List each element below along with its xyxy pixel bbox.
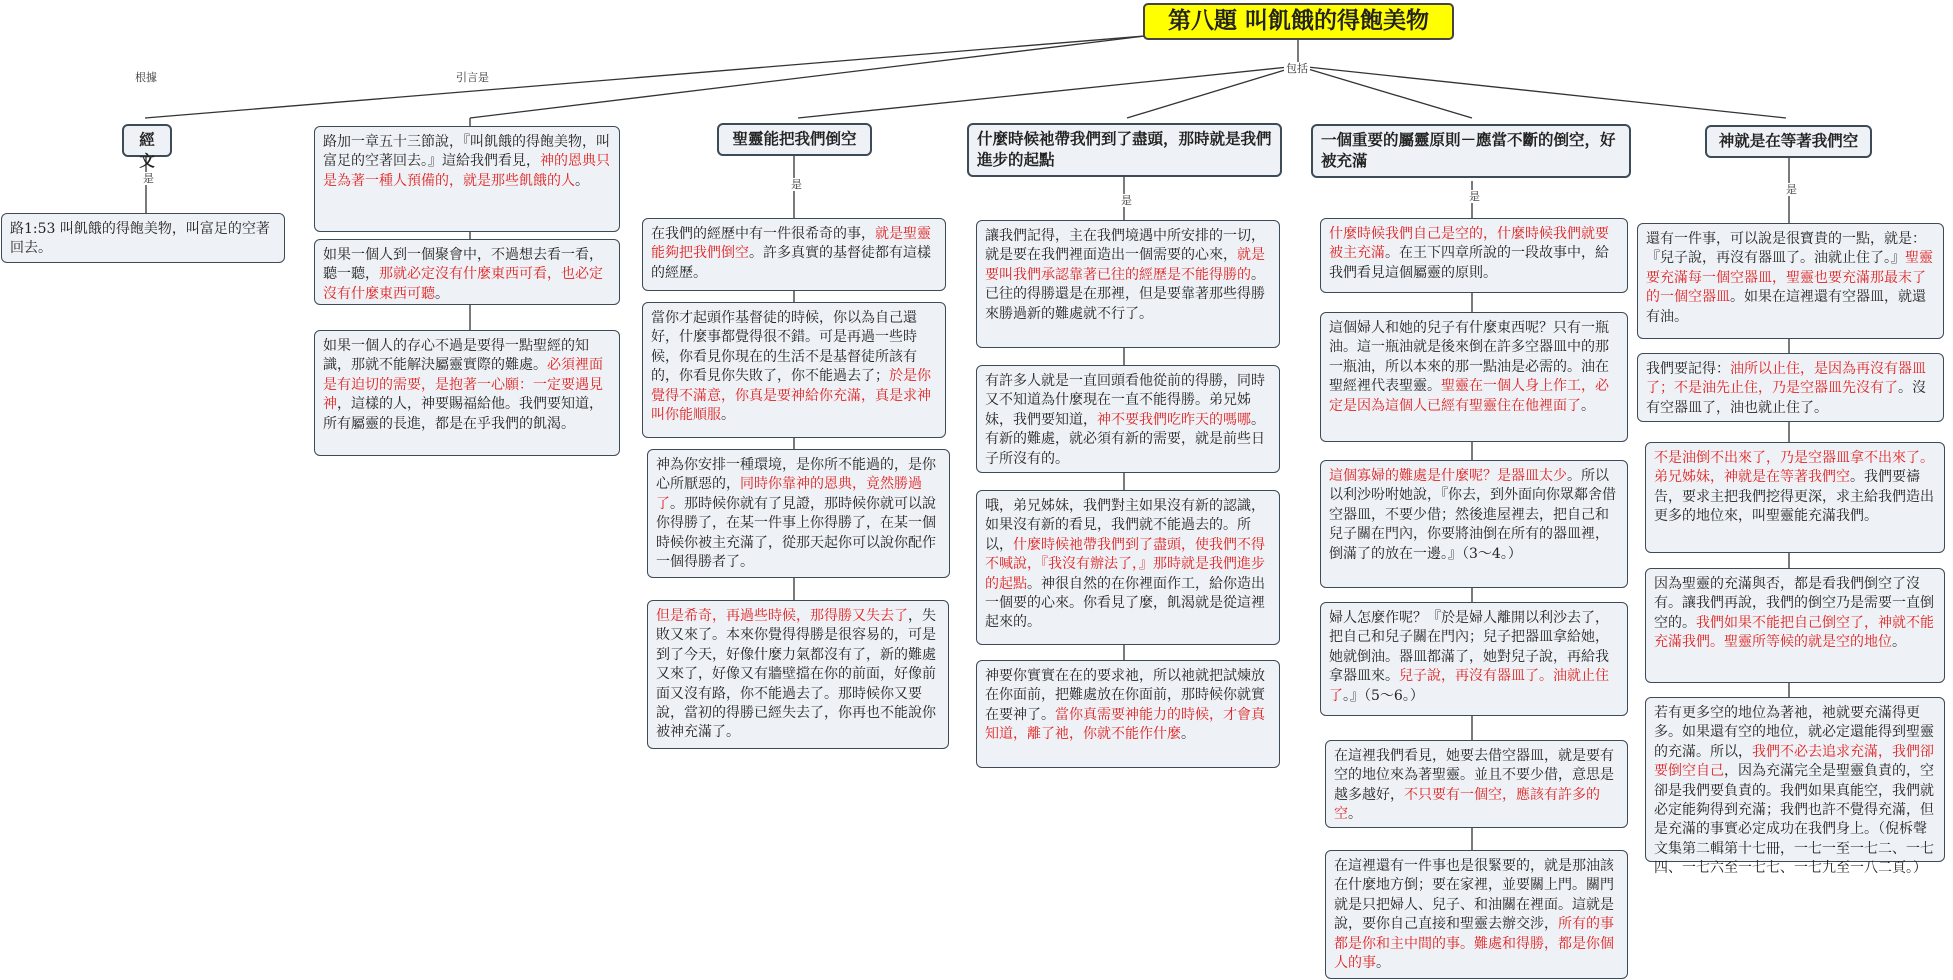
content-box-emptying bbox=[642, 302, 946, 438]
content-box-god-waits bbox=[1645, 442, 1945, 553]
body-text: 在我們的經歷中有一件很希奇的事， bbox=[651, 226, 875, 242]
body-text: 若有更多空的地位為著祂，祂就要充滿得更多。如果還有空的地位，就必定還能得到聖靈的充滿。所以， bbox=[1654, 705, 1934, 760]
body-text: 。許多真實的基督徒都有這樣的經歷。 bbox=[651, 245, 931, 281]
link-label-is: 是 bbox=[1469, 190, 1480, 203]
branch-header-end-is-start: 什麼時候祂帶我們到了盡頭，那時就是我們進步的起點 bbox=[967, 123, 1282, 177]
content-box-intro bbox=[314, 330, 620, 456]
body-text: ，失敗又來了。本來你覺得得勝是很容易的，可是到了今天，好像什麼力氣都沒有了，新的難處又來了，好像又有牆壁擋在你的前面，好像前面又沒有路，你不能過去了。那時候你又要說，當初的得勝已經失去了，你再也不能說你被神充滿了。 bbox=[656, 608, 936, 741]
content-box-emptying bbox=[647, 449, 950, 578]
content-box-emptying bbox=[642, 218, 946, 291]
body-text: 這個婦人和她的兒子有什麼東西呢？只有一瓶油。這一瓶油就是後來倒在許多空器皿中的那一瓶油，所以本來的那一點油是必需的。油在聖經裡代表聖靈。 bbox=[1329, 320, 1609, 395]
highlight-text: 不只要有一個空，應該有許多的空 bbox=[1334, 786, 1600, 823]
link-include-b6 bbox=[1298, 66, 1786, 118]
link-root-intro bbox=[470, 36, 1145, 118]
content-box-god-waits bbox=[1637, 353, 1944, 422]
content-box-god-waits bbox=[1637, 223, 1944, 339]
content-box-intro bbox=[314, 126, 620, 232]
link-include-b3 bbox=[798, 66, 1298, 118]
link-label-is: 是 bbox=[143, 172, 154, 185]
body-text: 。 bbox=[721, 407, 735, 424]
branch-header-principle: 一個重要的屬靈原則－應當不斷的倒空，好被充滿 bbox=[1311, 124, 1631, 178]
body-text: 在這裡我們看見，她要去借空器皿，就是要有空的地位來為著聖靈。並且不要少借，意思是越多越好， bbox=[1334, 748, 1614, 803]
highlight-text: 就是聖靈能夠把我們倒空 bbox=[651, 226, 931, 262]
body-text: 。如果在這裡還有空器皿，就還有油。 bbox=[1646, 289, 1926, 325]
body-text: 哦，弟兄姊妹，我們對主如果沒有新的認識，如果沒有新的看見，我們就不能過去的。所以， bbox=[985, 498, 1265, 553]
body-text: 婦人怎麼作呢？『於是婦人離開以利沙去了，把自己和兒子關在門內；兒子把器皿拿給她，她就倒油。器皿都滿了，她對兒子說，再給我拿器皿來。 bbox=[1329, 610, 1609, 685]
link-include-b5 bbox=[1298, 66, 1472, 118]
highlight-text: 神不要我們吃昨天的嗎哪 bbox=[1097, 411, 1251, 428]
link-label-intro: 引言是 bbox=[456, 71, 489, 84]
body-text: 當你才起頭作基督徒的時候，你以為自己還好，什麼事都覺得很不錯。可是再過一些時候，你看見你現在的生活不是基督徒所該有的，你看見你失敗了，你不能過去了； bbox=[651, 310, 917, 385]
highlight-text: 必須裡面是有迫切的需要，是抱著一心願：一定要遇見神 bbox=[323, 357, 603, 413]
content-box-principle bbox=[1325, 850, 1628, 979]
content-box-end-is-start bbox=[976, 490, 1280, 645]
link-label-is: 是 bbox=[1121, 194, 1132, 207]
body-text: 路1:53 叫飢餓的得飽美物，叫富足的空著回去。 bbox=[10, 221, 270, 257]
body-text: 讓我們記得，主在我們境遇中所安排的一切，就是要在我們裡面造出一個需要的心來， bbox=[985, 228, 1265, 264]
body-text: 在這裡還有一件事也是很緊要的，就是那油該在什麼地方倒；要在家裡，並要關上門。關門就是只把婦人、兒子、和油關在裡面。這就是說，要你自己直接和聖靈去辦交涉， bbox=[1334, 858, 1614, 933]
body-text: 。 bbox=[575, 172, 589, 189]
body-text: 。那時候你就有了見證，那時候你就可以說你得勝了，在某一件事上你得勝了，在某一個時候你被主充滿了，從那天起你可以說你配作一個得勝者了。 bbox=[656, 495, 936, 571]
body-text: 。 bbox=[1181, 726, 1195, 743]
body-text: 神要你實實在在的要求祂，所以祂就把試煉放在你面前，把難處放在你面前，那時候你就實在要神了。 bbox=[985, 668, 1265, 723]
body-text: 。我們要禱告，要求主把我們挖得更深，求主給我們造出更多的地位來，叫聖靈能充滿我們。 bbox=[1654, 469, 1934, 525]
highlight-text: 但是希奇，再過些時候，那得勝又失去了 bbox=[656, 608, 908, 624]
body-text: 神為你安排一種環境，是你所不能過的，是你心所厭惡的， bbox=[656, 457, 936, 493]
content-box-principle bbox=[1325, 740, 1628, 828]
content-box-end-is-start bbox=[976, 660, 1280, 768]
highlight-text: 聖靈在一個人身上作工，必定是因為這個人已經有聖靈住在他裡面了 bbox=[1329, 378, 1609, 414]
link-include-b4 bbox=[1127, 66, 1298, 118]
highlight-text: 聖靈要充滿每一個空器皿，聖靈也要充滿那最末了的一個空器皿 bbox=[1646, 250, 1933, 306]
body-text: 。神很自然的在你裡面作工，給你造出一個要的心來。你看見了麼，飢渴就是從這裡起來的。 bbox=[985, 575, 1265, 631]
content-box-principle bbox=[1320, 602, 1628, 716]
body-text: 。』（5～6。） bbox=[1343, 687, 1424, 704]
highlight-text: 我們不必去追求充滿，我們卻要倒空自己 bbox=[1654, 743, 1934, 780]
body-text: 。 bbox=[1348, 806, 1362, 823]
branch-header-emptying: 聖靈能把我們倒空 bbox=[717, 123, 872, 156]
highlight-text: 所有的事都是你和主中間的事。難處和得勝，都是你個人的事 bbox=[1334, 916, 1614, 972]
highlight-text: 就是要叫我們承認靠著已往的經歷是不能得勝的 bbox=[985, 247, 1265, 283]
body-text: 。 bbox=[1581, 397, 1595, 414]
highlight-text: 當你真需要神能力的時候，才會真知道，離了祂，你就不能作什麼 bbox=[985, 706, 1265, 743]
highlight-text: 同時你靠神的恩典，竟然勝過了 bbox=[656, 476, 922, 512]
body-text: 如果一個人的存心不過是要得一點聖經的知識，那就不能解決屬靈實際的難處。 bbox=[323, 338, 589, 374]
highlight-text: 什麼時候我們自己是空的，什麼時候我們就要被主充滿 bbox=[1329, 226, 1609, 262]
link-label-is: 是 bbox=[1786, 183, 1797, 196]
body-text: 。 bbox=[1376, 955, 1390, 972]
content-box-god-waits bbox=[1645, 568, 1945, 683]
link-root-scripture bbox=[145, 36, 1145, 118]
body-text: 因為聖靈的充滿與否，都是看我們倒空了沒有。讓我們再說，我們的倒空乃是需要一直倒空的。 bbox=[1654, 576, 1934, 631]
highlight-text: 神的恩典只是為著一種人預備的，就是那些飢餓的人 bbox=[323, 153, 610, 189]
content-box-end-is-start bbox=[976, 365, 1280, 473]
highlight-text: 我們如果不能把自己倒空了，神就不能充滿我們。聖靈所等候的就是空的地位 bbox=[1654, 614, 1934, 651]
highlight-text: 油所以止住，是因為再沒有器皿了；不是油先止住，乃是空器皿先沒有了 bbox=[1646, 361, 1926, 397]
body-text: 。有新的難處，就必須有新的需要，就是前些日子所沒有的。 bbox=[985, 411, 1265, 467]
body-text: 。沒有空器皿了，油也就止住了。 bbox=[1646, 380, 1926, 416]
content-box-god-waits bbox=[1645, 697, 1945, 877]
body-text: 有許多人就是一直回頭看他從前的得勝，同時又不知道為什麼現在一直不能得勝。弟兄姊妹，我們要知道， bbox=[985, 373, 1265, 428]
branch-header-god-waits: 神就是在等著我們空 bbox=[1705, 125, 1872, 158]
body-text: 。 bbox=[1892, 634, 1906, 651]
highlight-text: 什麼時候祂帶我們到了盡頭，使我們不得不喊說，『我沒有辦法了，』那時就是我們進步的起點 bbox=[985, 536, 1265, 592]
content-box-principle bbox=[1320, 218, 1628, 293]
link-label-basis: 根據 bbox=[135, 71, 157, 84]
highlight-text: 於是你覺得不滿意，你真是要神給你充滿，真是求神叫你能順服 bbox=[651, 368, 931, 424]
link-label-is: 是 bbox=[791, 178, 802, 191]
content-box-principle bbox=[1320, 312, 1628, 442]
body-text: 。 bbox=[435, 285, 449, 302]
body-text: 。在王下四章所說的一段故事中，給我們看見這個屬靈的原則。 bbox=[1329, 245, 1609, 281]
body-text: 。所以以利沙吩咐她說，『你去，到外面向你眾鄰舍借空器皿，不要少借；然後進屋裡去，把自己和兒子關在門內，你要將油倒在所有的器皿裡，倒滿了的放在一邊。』（3～4。） bbox=[1329, 468, 1616, 562]
body-text: 還有一件事，可以說是很寶貴的一點，就是：『兒子說，再沒有器皿了。油就止住了。』 bbox=[1646, 231, 1926, 267]
branch-header-scripture: 經文 bbox=[122, 124, 172, 157]
body-text: 。已往的得勝還是在那裡，但是要靠著那些得勝來勝過新的難處就不行了。 bbox=[985, 266, 1265, 322]
body-text: 如果一個人到一個聚會中，不過想去看一看，聽一聽， bbox=[323, 247, 603, 283]
content-box-emptying bbox=[647, 600, 949, 749]
link-label-include: 包括 bbox=[1286, 62, 1308, 75]
map-title: 第八題 叫飢餓的得飽美物 bbox=[1143, 3, 1454, 40]
content-box-end-is-start bbox=[976, 220, 1280, 348]
body-text: ，這樣的人，神要賜福給他。我們要知道，所有屬靈的長進，都是在乎我們的飢渴。 bbox=[323, 396, 603, 432]
highlight-text: 兒子說，再沒有器皿了。油就止住了 bbox=[1329, 668, 1609, 704]
content-box-scripture bbox=[1, 213, 285, 263]
content-box-intro bbox=[314, 239, 620, 305]
content-box-principle bbox=[1320, 460, 1628, 588]
highlight-text: 不是油倒不出來了，乃是空器皿拿不出來了。弟兄姊妹，神就是在等著我們空 bbox=[1654, 450, 1934, 486]
highlight-text: 那就必定沒有什麼東西可看，也必定沒有什麼東西可聽 bbox=[323, 266, 603, 302]
body-text: 我們要記得： bbox=[1646, 361, 1730, 377]
body-text: 路加一章五十三節說，『叫飢餓的得飽美物，叫富足的空著回去。』這給我們看見， bbox=[323, 134, 610, 170]
body-text: ，因為充滿完全是聖靈負責的，空卻是我們要負責的。我們如果真能空，我們就必定能夠得到充滿；我們也許不覺得充滿，但是充滿的事實必定成功在我們身上。（倪柝聲文集第二輯第十七冊，一七一至一七二、一七四、一七六至一七七、一七九至一八二頁。） bbox=[1654, 763, 1934, 877]
highlight-text: 這個寡婦的難處是什麼呢？是器皿太少 bbox=[1329, 468, 1567, 484]
